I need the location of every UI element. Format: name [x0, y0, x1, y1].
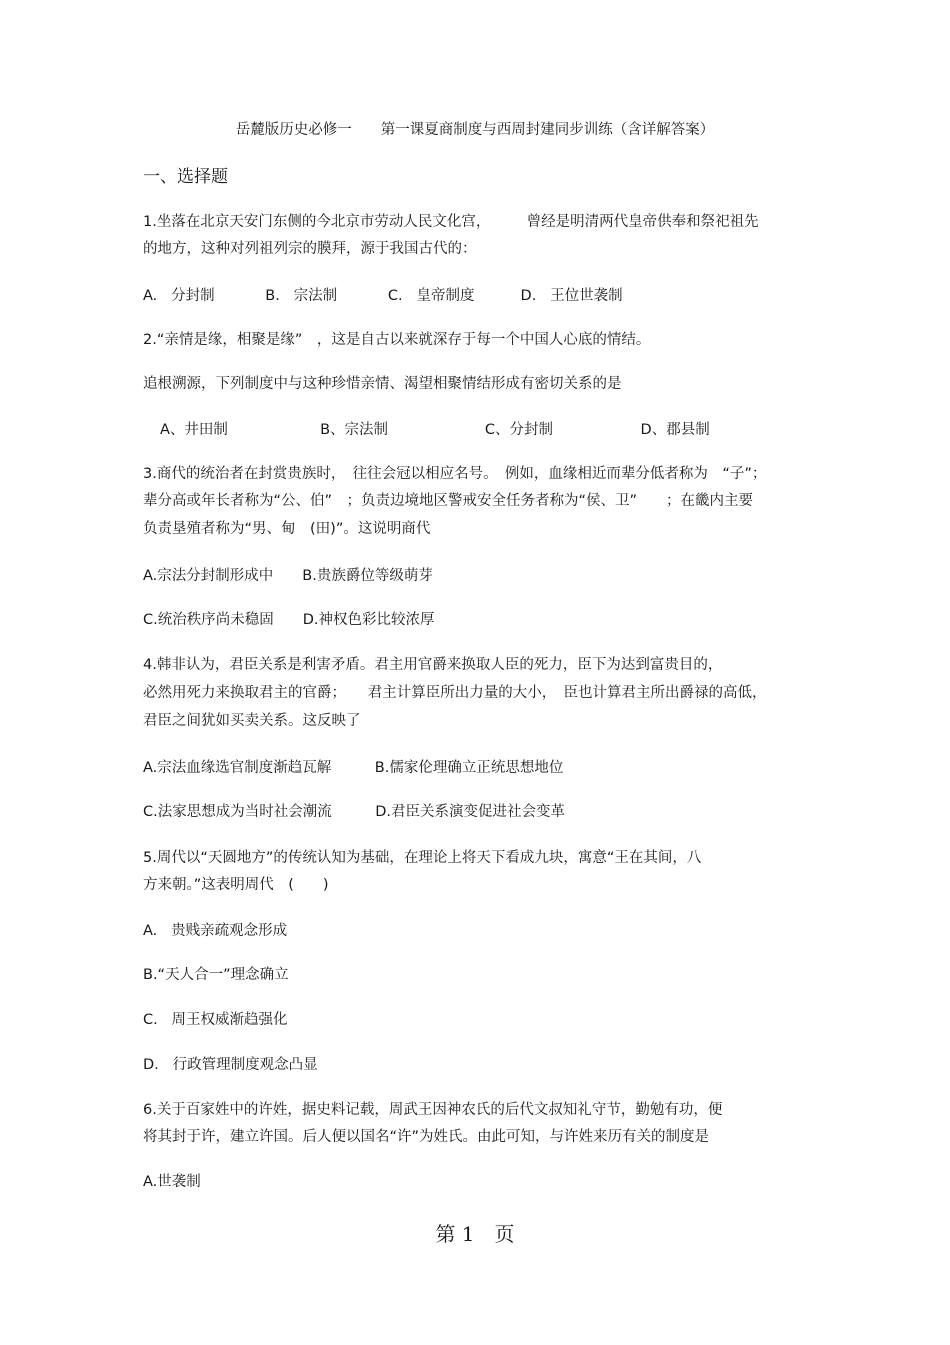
- answer-options: A.宗法分封制形成中 B.贵族爵位等级萌芽: [143, 568, 433, 584]
- question-stem-line: 辈分高或年长者称为“公、伯” ；负责边境地区警戒安全任务者称为“侯、卫” ；在畿内主要: [143, 493, 754, 509]
- question-stem-line: 4.韩非认为，君臣关系是利害矛盾。君主用官爵来换取人臣的死力，臣下为达到富贵目的，: [143, 657, 723, 673]
- question-stem-line: 2.“亲情是缘，相聚是缘” ，这是自古以来就深存于每一个中国人心底的情结。: [143, 332, 651, 348]
- answer-options: A、井田制 B、宗法制 C、分封制 D、郡县制: [160, 422, 710, 438]
- page-number: 第 1 页: [435, 1222, 515, 1246]
- answer-options: C.法家思想成为当时社会潮流 D.君臣关系演变促进社会变革: [143, 804, 566, 820]
- document-title: 岳麓版历史必修一 第一课夏商制度与西周封建同步训练（含详解答案）: [235, 122, 715, 138]
- answer-option: B.“天人合一”理念确立: [143, 967, 289, 983]
- answer-option: C. 周王权威渐趋强化: [143, 1012, 288, 1028]
- answer-options: A. 分封制 B. 宗法制 C. 皇帝制度 D. 王位世袭制: [143, 288, 623, 304]
- section-heading: 一、选择题: [143, 167, 228, 187]
- answer-option: D. 行政管理制度观念凸显: [143, 1057, 318, 1073]
- question-stem-line: 将其封于许，建立许国。后人便以国名“许”为姓氏。由此可知，与许姓来历有关的制度是: [143, 1129, 710, 1145]
- question-stem-line: 6.关于百家姓中的许姓，据史料记载，周武王因神农氏的后代文叔知礼守节，勤勉有功，便: [143, 1102, 723, 1118]
- question-stem-line: 追根溯源，下列制度中与这种珍惜亲情、渴望相聚情结形成有密切关系的是: [143, 376, 622, 392]
- answer-option: A. 贵贱亲疏观念形成: [143, 923, 288, 939]
- question-stem-line: 必然用死力来换取君主的官爵； 君主计算臣所出力量的大小， 臣也计算君主所出爵禄的高低，: [143, 685, 767, 701]
- answer-options: A.宗法血缘选官制度渐趋瓦解 B.儒家伦理确立正统思想地位: [143, 760, 564, 776]
- question-stem-line: 1.坐落在北京天安门东侧的今北京市劳动人民文化宫， 曾经是明清两代皇帝供奉和祭祀祖先: [143, 214, 759, 230]
- question-stem-line: 负责垦殖者称为“男、甸 (田)”。这说明商代: [143, 521, 431, 537]
- question-stem-line: 的地方，这种对列祖列宗的膜拜，源于我国古代的：: [143, 241, 477, 257]
- answer-options: C.统治秩序尚未稳固 D.神权色彩比较浓厚: [143, 612, 435, 628]
- question-stem-line: 君臣之间犹如买卖关系。这反映了: [143, 713, 361, 729]
- question-stem-line: 5.周代以“天圆地方”的传统认知为基础，在理论上将天下看成九块，寓意“王在其间，八: [143, 850, 702, 866]
- question-stem-line: 方来朝。”这表明周代 ( ): [143, 877, 329, 893]
- question-stem-line: 3.商代的统治者在封赏贵族时， 往往会冠以相应名号。 例如，血缘相近而辈分低者称为 “子”；: [143, 466, 767, 482]
- answer-option: A.世袭制: [143, 1174, 201, 1190]
